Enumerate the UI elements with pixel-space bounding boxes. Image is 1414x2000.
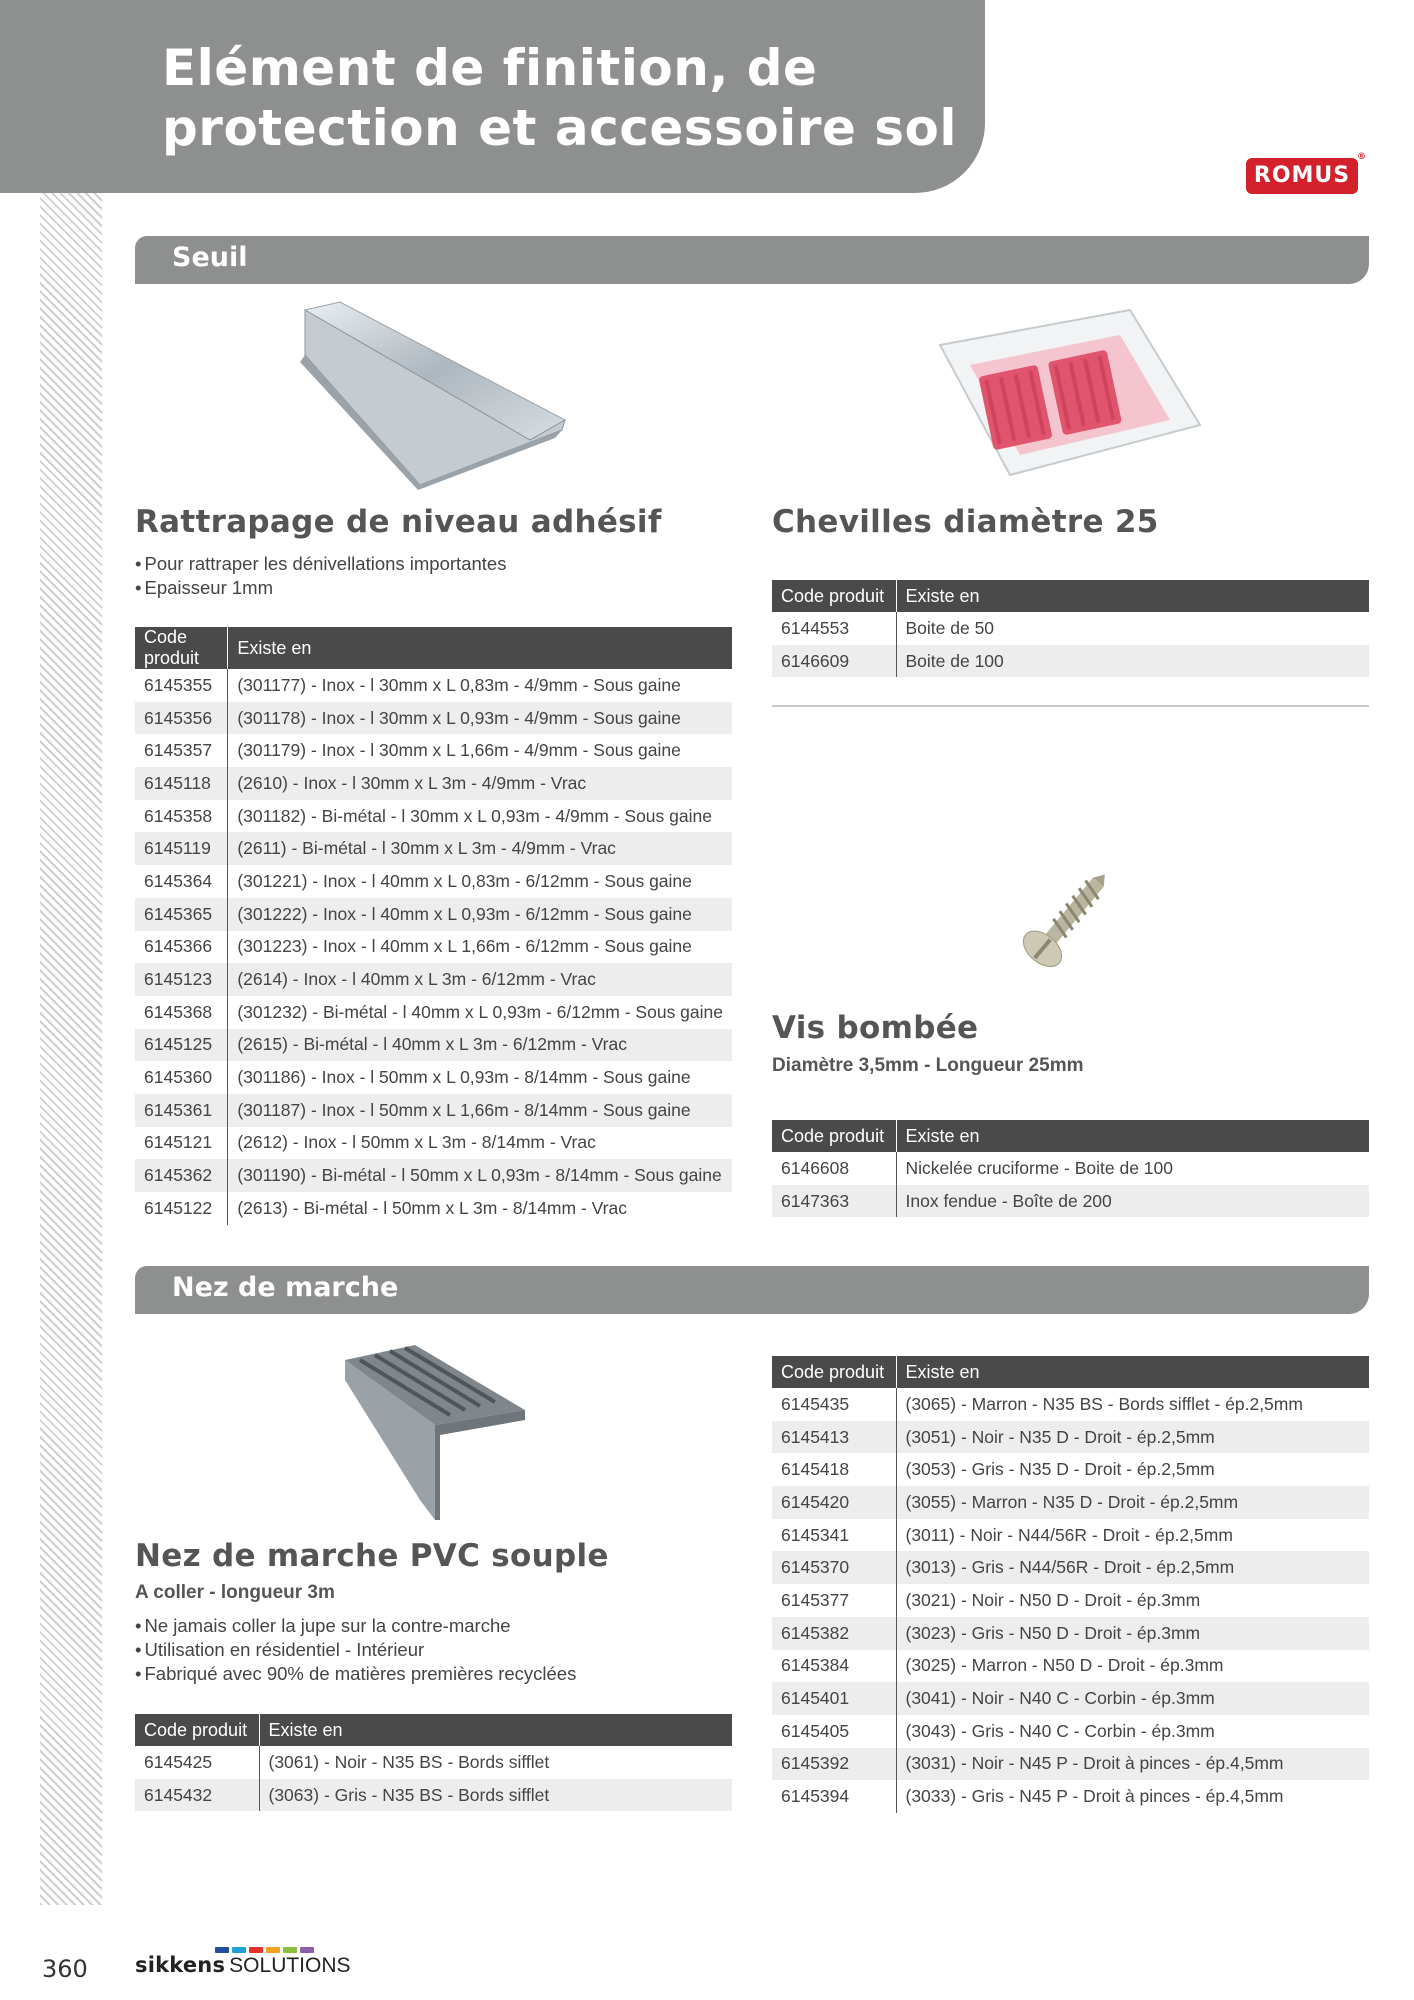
table-row: [772, 1748, 1369, 1781]
product-code: 6145413: [772, 1421, 896, 1454]
product-code: 6145121: [135, 1127, 228, 1160]
product-variant: (3055) - Marron - N35 D - Droit - ép.2,5mm: [896, 1486, 1369, 1519]
table-row: [135, 996, 732, 1029]
table-row: [772, 1617, 1369, 1650]
table-row: [772, 1453, 1369, 1486]
product-variant: (301182) - Bi-métal - l 30mm x L 0,93m - 4/9mm - Sous gaine: [237, 805, 712, 826]
bullet-item: • Fabriqué avec 90% de matières premières recyclées: [135, 1662, 576, 1686]
vis-table: [772, 1120, 1369, 1217]
product-variant: (3021) - Noir - N50 D - Droit - ép.3mm: [905, 1589, 1201, 1610]
product-code: 6144553: [772, 612, 896, 645]
table-row: [772, 1486, 1369, 1519]
header-code: Code produit: [772, 1120, 896, 1152]
product-variant: (301177) - Inox - l 30mm x L 0,83m - 4/9mm - Sous gaine: [237, 674, 681, 695]
product-variant: (301178) - Inox - l 30mm x L 0,93m - 4/9mm - Sous gaine: [228, 702, 732, 735]
table-header-row: [772, 580, 1369, 612]
sikkens-brand: [135, 1953, 351, 1978]
table-row: [135, 702, 732, 735]
table-row: [135, 1061, 732, 1094]
header-existe: Existe en: [896, 1356, 1369, 1388]
product-code: 6145365: [135, 898, 228, 931]
bullet-item: • Epaisseur 1mm: [135, 576, 506, 600]
product-variant: (301221) - Inox - l 40mm x L 0,83m - 6/12mm - Sous gaine: [237, 870, 692, 891]
product-variant: Boite de 100: [896, 645, 1369, 678]
product-variant: (301222) - Inox - l 40mm x L 0,93m - 6/12mm - Sous gaine: [228, 898, 732, 931]
table-row: [135, 865, 732, 898]
page-title: Elément de finition, de protection et accessoire sol: [162, 39, 958, 157]
nez-pvc-subtitle: A coller - longueur 3m: [135, 1582, 335, 1603]
section-nez-de-marche: [135, 1266, 1369, 1314]
table-row: [135, 669, 732, 702]
product-variant: Boite de 50: [905, 617, 995, 638]
product-variant: (301223) - Inox - l 40mm x L 1,66m - 6/12mm - Sous gaine: [237, 936, 692, 957]
product-variant: (2615) - Bi-métal - l 40mm x L 3m - 6/12mm - Vrac: [228, 1029, 732, 1062]
product-variant: (3013) - Gris - N44/56R - Droit - ép.2,5mm: [896, 1551, 1369, 1584]
table-row: [135, 1094, 732, 1127]
brand-color-bars: [215, 1947, 314, 1953]
header-existe: Existe en: [896, 1120, 1369, 1152]
registered-mark: ®: [1357, 152, 1367, 162]
table-row: [772, 1388, 1369, 1421]
product-code: 6145123: [135, 963, 228, 996]
product-variant: Inox fendue - Boîte de 200: [896, 1185, 1369, 1218]
product-variant: (301187) - Inox - l 50mm x L 1,66m - 8/14mm - Sous gaine: [228, 1094, 732, 1127]
product-variant: (3061) - Noir - N35 BS - Bords sifflet: [268, 1751, 550, 1772]
table-row: [772, 1715, 1369, 1748]
product-code: 6146608: [772, 1152, 896, 1185]
product-variant: (2610) - Inox - l 30mm x L 3m - 4/9mm - Vrac: [228, 767, 732, 800]
table-row: [772, 645, 1369, 678]
product-code: 6145125: [135, 1029, 228, 1062]
brand-color-bar: [249, 1947, 263, 1953]
product-code: 6145361: [135, 1094, 228, 1127]
header-existe: Existe en: [259, 1714, 732, 1746]
product-variant: (3063) - Gris - N35 BS - Bords sifflet: [259, 1779, 732, 1812]
header-code: Code produit: [772, 1356, 896, 1388]
header-code: Code produit: [135, 1714, 259, 1746]
product-code: 6146609: [772, 645, 896, 678]
product-code: 6145356: [135, 702, 228, 735]
table-row: [772, 1682, 1369, 1715]
header-code: Code produit: [772, 580, 896, 612]
table-row: [135, 1029, 732, 1062]
stair-nosing-image: [340, 1340, 530, 1525]
table-header-row: [135, 1714, 732, 1746]
table-row: [135, 767, 732, 800]
nez-pvc-title: Nez de marche PVC souple: [135, 1538, 609, 1574]
brand-color-bar: [300, 1947, 314, 1953]
product-variant: (2612) - Inox - l 50mm x L 3m - 8/14mm - Vrac: [237, 1132, 596, 1153]
table-row: [772, 1584, 1369, 1617]
product-code: 6145377: [772, 1584, 896, 1617]
table-row: [135, 898, 732, 931]
bullet-item: • Pour rattraper les dénivellations importantes: [135, 552, 506, 576]
nez-pvc-bullets: [135, 1614, 576, 1686]
table-row: [135, 1159, 732, 1192]
product-code: 6145405: [772, 1715, 896, 1748]
product-code: 6145358: [135, 800, 228, 833]
product-code: 6145357: [135, 734, 228, 767]
product-code: 6145368: [135, 996, 228, 1029]
section-seuil-title: Seuil: [172, 242, 248, 273]
product-variant: (3051) - Noir - N35 D - Droit - ép.2,5mm: [896, 1421, 1369, 1454]
brand-color-bar: [283, 1947, 297, 1953]
product-variant: (3011) - Noir - N44/56R - Droit - ép.2,5mm: [905, 1524, 1233, 1545]
product-code: 6145425: [135, 1746, 259, 1779]
product-variant: (301190) - Bi-métal - l 50mm x L 0,93m - 8/14mm - Sous gaine: [228, 1159, 732, 1192]
rattrapage-bullets: [135, 552, 506, 600]
header-existe: Existe en: [896, 580, 1369, 612]
threshold-strip-image: [300, 300, 570, 490]
table-row: [772, 1551, 1369, 1584]
product-code: 6145360: [135, 1061, 228, 1094]
table-row: [772, 1650, 1369, 1683]
table-row: [135, 800, 732, 833]
product-code: 6145341: [772, 1519, 896, 1552]
table-row: [135, 931, 732, 964]
table-row: [772, 1519, 1369, 1552]
page-header: [0, 0, 985, 193]
product-code: 6145119: [135, 832, 228, 865]
table-row: [135, 734, 732, 767]
romus-logo: [1246, 152, 1367, 194]
product-code: 6145420: [772, 1486, 896, 1519]
product-code: 6145122: [135, 1192, 228, 1225]
rattrapage-table: [135, 627, 732, 1225]
table-row: [135, 1746, 732, 1779]
bullet-item: • Ne jamais coller la jupe sur la contre-marche: [135, 1614, 576, 1638]
chevilles-pack-image: [930, 305, 1210, 495]
product-code: 6145418: [772, 1453, 896, 1486]
product-variant: (3025) - Marron - N50 D - Droit - ép.3mm: [905, 1655, 1224, 1676]
table-row: [135, 832, 732, 865]
product-variant: (3053) - Gris - N35 D - Droit - ép.2,5mm: [905, 1459, 1215, 1480]
divider: [772, 705, 1369, 707]
decorative-stripes: [40, 0, 102, 1905]
product-variant: (3023) - Gris - N50 D - Droit - ép.3mm: [896, 1617, 1369, 1650]
table-row: [772, 1185, 1369, 1218]
table-row: [772, 1780, 1369, 1813]
table-header-row: [772, 1356, 1369, 1388]
table-row: [135, 1779, 732, 1812]
table-header-row: [135, 627, 732, 669]
product-code: 6147363: [772, 1185, 896, 1218]
product-code: 6145355: [135, 669, 228, 702]
bullet-item: • Utilisation en résidentiel - Intérieur: [135, 1638, 576, 1662]
product-variant: (2611) - Bi-métal - l 30mm x L 3m - 4/9mm - Vrac: [228, 832, 732, 865]
product-code: 6145432: [135, 1779, 259, 1812]
section-nez-title: Nez de marche: [172, 1272, 399, 1303]
product-code: 6145362: [135, 1159, 228, 1192]
header-code: Code produit: [135, 627, 228, 669]
product-code: 6145118: [135, 767, 228, 800]
product-variant: Nickelée cruciforme - Boite de 100: [905, 1157, 1173, 1178]
romus-logo-text: ROMUS: [1253, 163, 1351, 188]
product-variant: (301179) - Inox - l 30mm x L 1,66m - 4/9mm - Sous gaine: [237, 740, 681, 761]
nez-pvc-table: [135, 1714, 732, 1811]
product-code: 6145392: [772, 1748, 896, 1781]
product-variant: (301232) - Bi-métal - l 40mm x L 0,93m - 6/12mm - Sous gaine: [237, 1001, 723, 1022]
product-code: 6145364: [135, 865, 228, 898]
brand-suffix: SOLUTIONS: [229, 1954, 351, 1977]
vis-title: Vis bombée: [772, 1010, 979, 1046]
product-code: 6145382: [772, 1617, 896, 1650]
table-row: [772, 1152, 1369, 1185]
table-row: [135, 1127, 732, 1160]
header-existe: Existe en: [228, 627, 732, 669]
table-row: [772, 1421, 1369, 1454]
product-variant: (3065) - Marron - N35 BS - Bords sifflet - ép.2,5mm: [905, 1393, 1303, 1414]
screw-image: [1010, 865, 1120, 980]
nez-right-table: [772, 1356, 1369, 1813]
table-header-row: [772, 1120, 1369, 1152]
product-code: 6145366: [135, 931, 228, 964]
product-code: 6145370: [772, 1551, 896, 1584]
brand-name: sikkens: [135, 1953, 226, 1977]
table-row: [135, 963, 732, 996]
product-code: 6145401: [772, 1682, 896, 1715]
product-code: 6145435: [772, 1388, 896, 1421]
product-variant: (3031) - Noir - N45 P - Droit à pinces - ép.4,5mm: [896, 1748, 1369, 1781]
brand-color-bar: [266, 1947, 280, 1953]
table-row: [772, 612, 1369, 645]
product-code: 6145394: [772, 1780, 896, 1813]
brand-color-bar: [232, 1947, 246, 1953]
product-variant: (2614) - Inox - l 40mm x L 3m - 6/12mm - Vrac: [228, 963, 732, 996]
product-variant: (2613) - Bi-métal - l 50mm x L 3m - 8/14mm - Vrac: [237, 1197, 627, 1218]
table-row: [135, 1192, 732, 1225]
vis-subtitle: Diamètre 3,5mm - Longueur 25mm: [772, 1055, 1084, 1076]
brand-color-bar: [215, 1947, 229, 1953]
page-number: 360: [42, 1955, 88, 1983]
product-variant: (301186) - Inox - l 50mm x L 0,93m - 8/14mm - Sous gaine: [237, 1067, 691, 1088]
product-code: 6145384: [772, 1650, 896, 1683]
rattrapage-title: Rattrapage de niveau adhésif: [135, 504, 662, 540]
product-variant: (3043) - Gris - N40 C - Corbin - ép.3mm: [905, 1720, 1215, 1741]
chevilles-table: [772, 580, 1369, 677]
section-seuil: [135, 236, 1369, 284]
product-variant: (3041) - Noir - N40 C - Corbin - ép.3mm: [896, 1682, 1369, 1715]
product-variant: (3033) - Gris - N45 P - Droit à pinces - ép.4,5mm: [905, 1786, 1284, 1807]
chevilles-title: Chevilles diamètre 25: [772, 504, 1159, 540]
